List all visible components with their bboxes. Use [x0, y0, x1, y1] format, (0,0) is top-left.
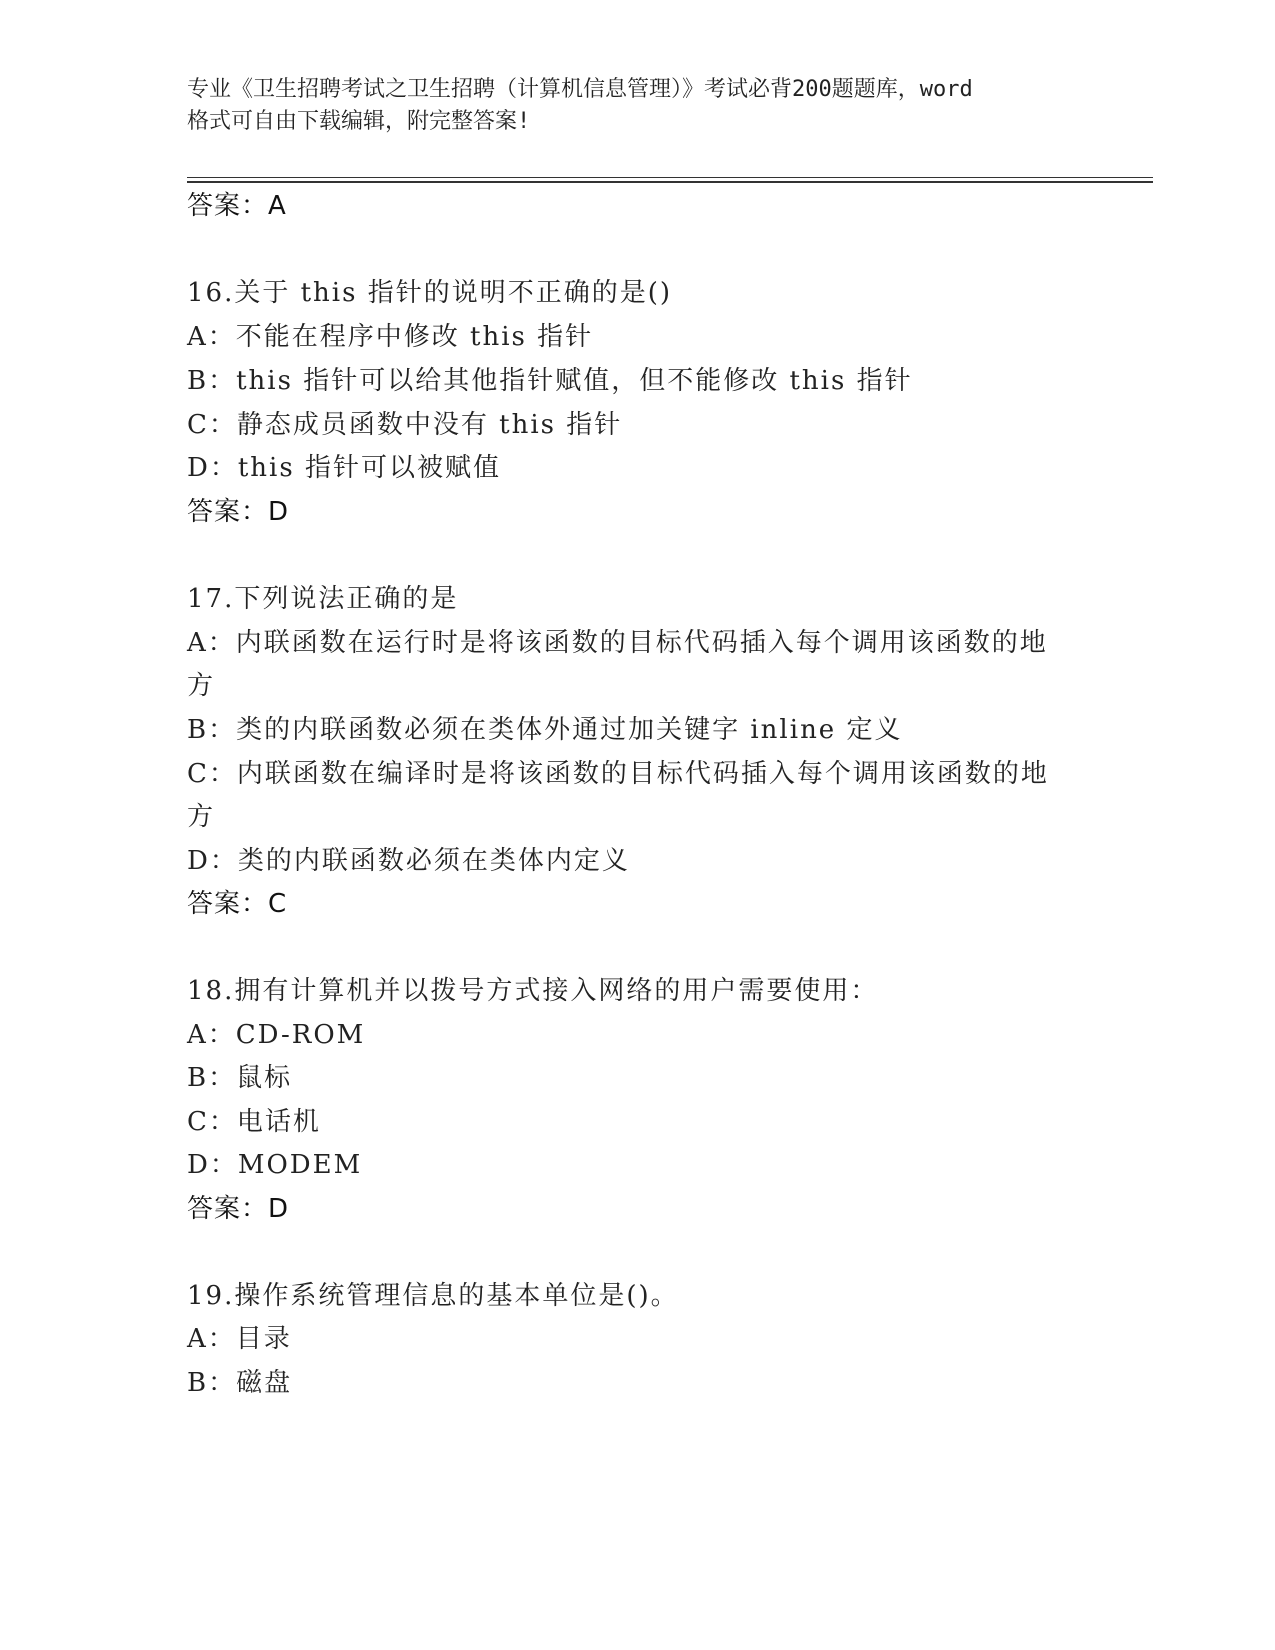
header-line-2: 格式可自由下载编辑，附完整答案! — [187, 109, 531, 134]
option-d: D：this 指针可以被赋值 — [187, 453, 501, 483]
option-a: A：内联函数在运行时是将该函数的目标代码插入每个调用该函数的地 — [187, 628, 1048, 658]
document-header — [187, 74, 1087, 138]
answer-line: 答案：C — [187, 889, 288, 919]
answer-line: 答案：D — [187, 1194, 290, 1224]
option-c: C：内联函数在编译时是将该函数的目标代码插入每个调用该函数的地 — [187, 759, 1049, 789]
option-b: B：鼠标 — [187, 1063, 293, 1093]
option-d: D：类的内联函数必须在类体内定义 — [187, 846, 630, 876]
option-c: C：电话机 — [187, 1107, 321, 1137]
answer-line: 答案：D — [187, 497, 290, 527]
option-b: B：磁盘 — [187, 1368, 293, 1398]
option-c-continued: 方 — [187, 802, 216, 832]
header-divider — [187, 177, 1153, 178]
answer-line: 答案：A — [187, 191, 287, 221]
option-b: B：this 指针可以给其他指针赋值，但不能修改 this 指针 — [187, 366, 913, 396]
option-a-continued: 方 — [187, 671, 216, 701]
question-stem-19: 19.操作系统管理信息的基本单位是()。 — [187, 1281, 679, 1311]
header-line-1: 专业《卫生招聘考试之卫生招聘（计算机信息管理）》考试必背200题题库，word — [187, 77, 973, 102]
header-divider-thick — [187, 181, 1153, 183]
option-a: A：CD-ROM — [187, 1020, 366, 1050]
option-a: A：不能在程序中修改 this 指针 — [187, 322, 594, 352]
question-stem-17: 17.下列说法正确的是 — [187, 584, 459, 614]
option-d: D：MODEM — [187, 1150, 363, 1180]
option-c: C：静态成员函数中没有 this 指针 — [187, 410, 623, 440]
question-stem-16: 16.关于 this 指针的说明不正确的是() — [187, 278, 673, 308]
question-stem-18: 18.拥有计算机并以拨号方式接入网络的用户需要使用： — [187, 976, 879, 1006]
option-b: B：类的内联函数必须在类体外通过加关键字 inline 定义 — [187, 715, 903, 745]
option-a: A：目录 — [187, 1324, 292, 1354]
